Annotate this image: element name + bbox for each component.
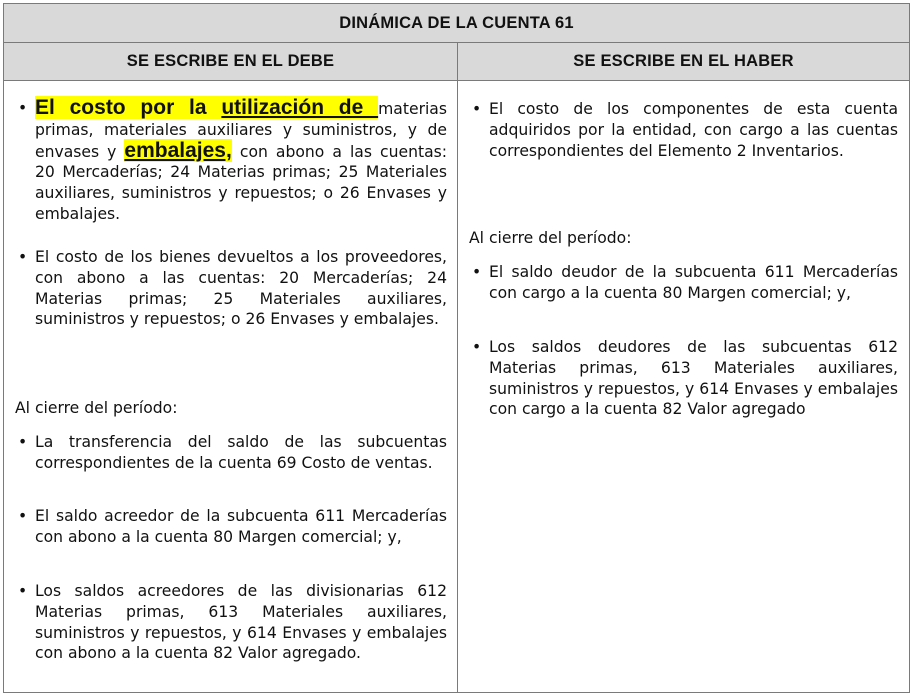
debe-header-text: SE ESCRIBE EN EL DEBE — [126, 52, 335, 70]
debe-column — [4, 81, 458, 692]
debe-item1-text-a: materias primas, materiales auxiliares y suministros, y de envases y — [35, 100, 447, 161]
debe-item3-text: La transferencia del saldo de las subcuentas correspondientes de la cuenta 69 Costo de ventas. — [35, 433, 447, 472]
highlight-text-costo: El costo por la — [35, 96, 222, 119]
bullet-icon: • — [18, 433, 28, 451]
debe-header — [4, 43, 458, 80]
haber-column — [458, 81, 909, 692]
highlight-text-embalajes: embalajes, — [124, 138, 232, 162]
debe-item-saldos-divisionarias — [15, 581, 447, 664]
bullet-icon: • — [18, 507, 28, 525]
table-body-row — [4, 81, 909, 692]
debe-item5-text: Los saldos acreedores de las divisionarias 612 Materias primas, 613 Materiales auxiliares, suministros y repuestos, y 614 Envases y embalajes con abono a la cuenta 82 Valor agregado. — [35, 582, 447, 663]
debe-item-saldo-acreedor — [15, 506, 447, 548]
debe-item-bienes-devueltos — [15, 247, 447, 330]
haber-item-saldos-deudores — [469, 337, 898, 420]
bullet-icon: • — [18, 99, 28, 117]
table-title-text: DINÁMICA DE LA CUENTA 61 — [339, 13, 574, 32]
debe-item4-text: El saldo acreedor de la subcuenta 611 Mercaderías con abono a la cuenta 80 Margen comercial; y, — [35, 507, 447, 546]
haber-item1-text: El costo de los componentes de esta cuenta adquiridos por la entidad, con cargo a las cuentas correspondientes del Elemento 2 Inventarios. — [489, 100, 898, 160]
column-header-row — [4, 43, 909, 81]
debe-item1-text-b: con abono a las cuentas: 20 Mercaderías; 24 Materias primas; 25 Materiales auxiliares, suministros y repuestos; o 26 Envases y embalajes. — [35, 142, 448, 223]
haber-item3-text: Los saldos deudores de las subcuentas 612 Materias primas, 613 Materiales auxiliares, suministros y repuestos, y 614 Envases y embalajes con cargo a la cuenta 82 Valor agregado — [489, 338, 898, 419]
haber-header-text: SE ESCRIBE EN EL HABER — [573, 52, 794, 70]
haber-item-saldo-deudor — [469, 262, 898, 304]
account-dynamics-table — [3, 3, 910, 693]
haber-cierre-label: Al cierre del período: — [469, 229, 632, 247]
bullet-icon: • — [18, 582, 28, 600]
bullet-icon: • — [472, 338, 482, 356]
haber-item2-text: El saldo deudor de la subcuenta 611 Mercaderías con cargo a la cuenta 80 Margen comercial; y, — [489, 263, 898, 302]
highlight-text-utilizacion: utilización de — [221, 96, 379, 119]
debe-item-transferencia — [15, 432, 447, 474]
bullet-icon: • — [18, 248, 28, 266]
debe-item2-text: El costo de los bienes devueltos a los proveedores, con abono a las cuentas: 20 Mercaderías; 24 Materias primas; 25 Materiales auxiliares, suministros y repuestos; o 26 Envases y embalajes. — [35, 248, 447, 329]
haber-header — [458, 43, 909, 80]
debe-item-costo-utilizacion — [15, 98, 447, 225]
table-title — [4, 4, 909, 43]
bullet-icon: • — [472, 100, 482, 118]
bullet-icon: • — [472, 263, 482, 281]
haber-item-costo-componentes — [469, 99, 898, 161]
debe-cierre-label: Al cierre del período: — [15, 399, 178, 417]
